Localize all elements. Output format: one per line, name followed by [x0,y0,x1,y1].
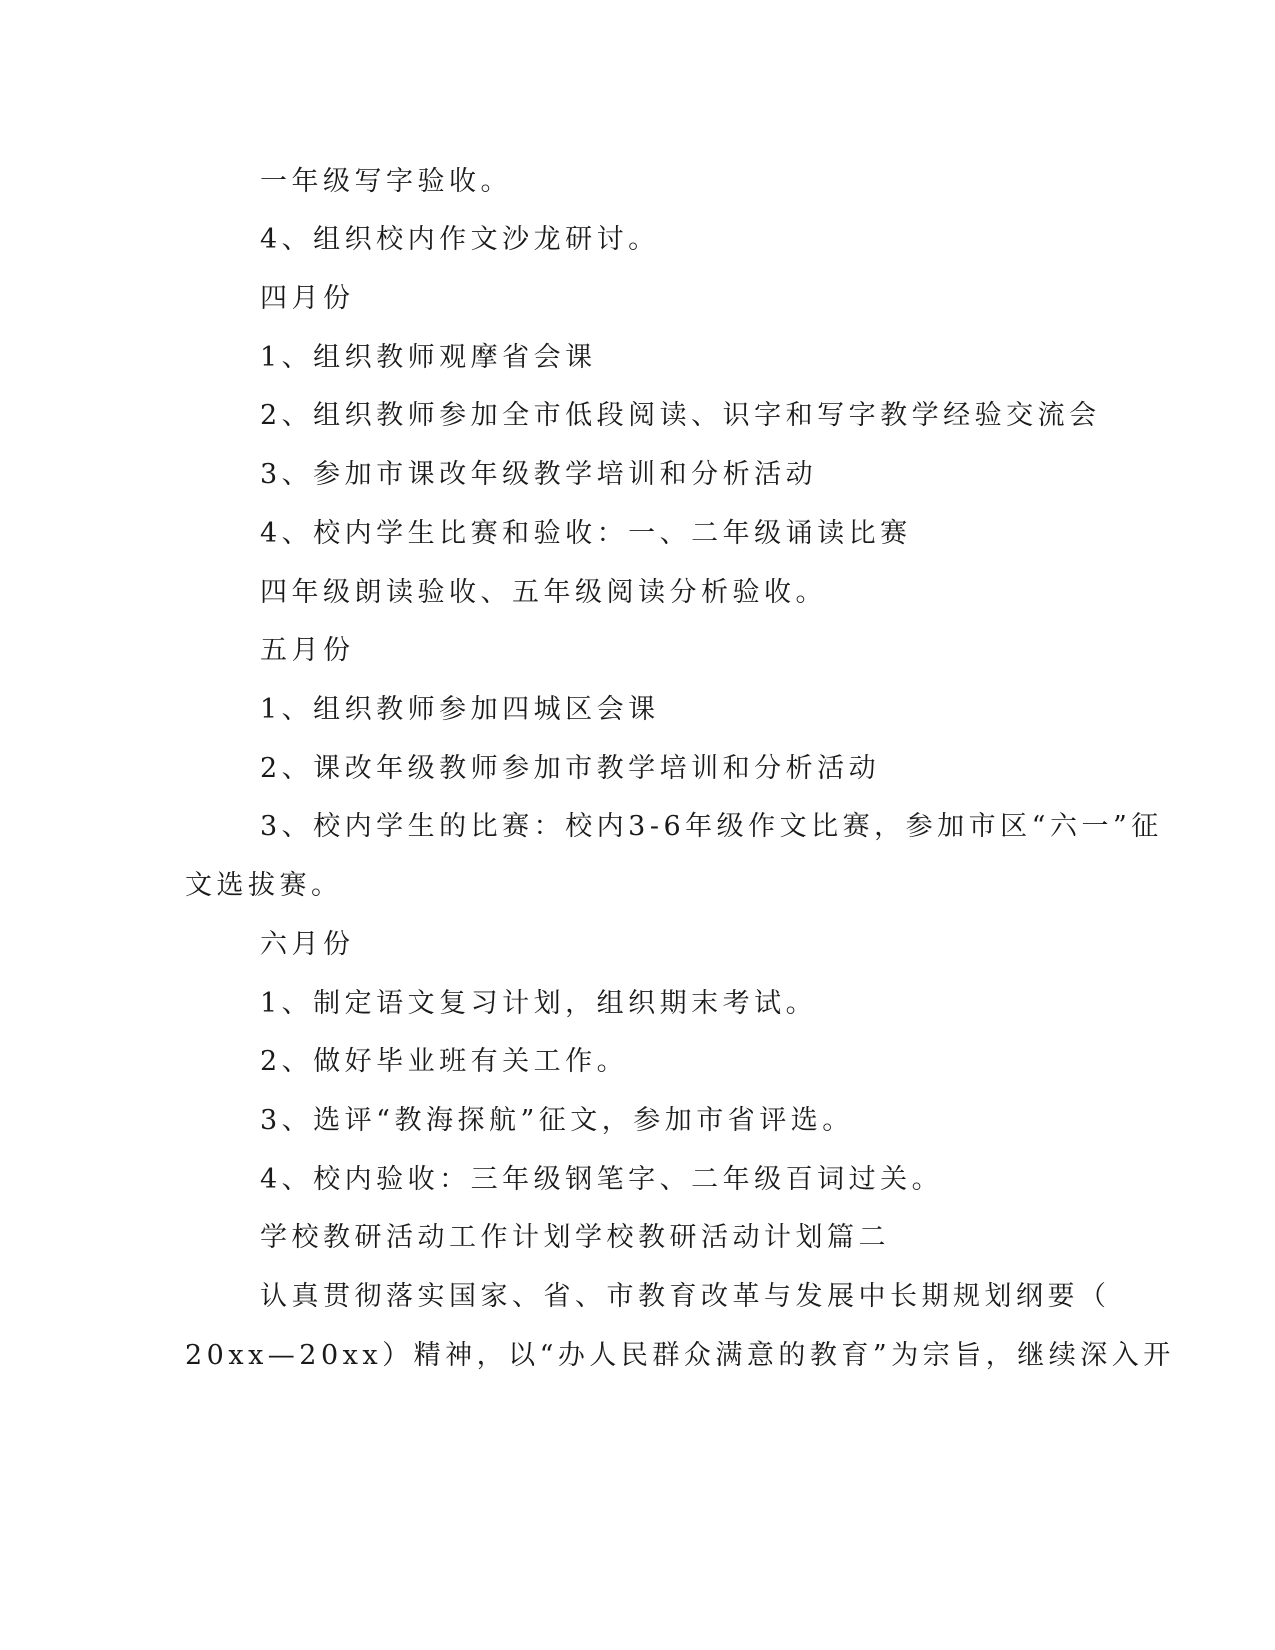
text-line: 认真贯彻落实国家、省、市教育改革与发展中长期规划纲要（ [260,1281,1111,1312]
text-line: 20xx—20xx）精神，以“办人民群众满意的教育”为宗旨，继续深入开 [185,1340,1175,1371]
text-line: 文选拔赛。 [185,870,343,901]
text-line: 3、校内学生的比赛：校内3-6年级作文比赛，参加市区“六一”征 [260,811,1163,842]
text-line: 4、校内学生比赛和验收：一、二年级诵读比赛 [260,518,912,549]
text-line: 2、课改年级教师参加市教学培训和分析活动 [260,753,881,784]
section-heading-may: 五月份 [260,635,355,666]
text-line: 1、制定语文复习计划，组织期末考试。 [260,988,818,1019]
text-line: 2、组织教师参加全市低段阅读、识字和写字教学经验交流会 [260,400,1101,431]
text-line: 3、参加市课改年级教学培训和分析活动 [260,459,818,490]
section-heading-june: 六月份 [260,929,355,960]
text-line: 1、组织教师参加四城区会课 [260,694,660,725]
text-line: 4、组织校内作文沙龙研讨。 [260,224,660,255]
text-line: 4、校内验收：三年级钢笔字、二年级百词过关。 [260,1164,944,1195]
text-line: 一年级写字验收。 [260,166,512,197]
text-line: 2、做好毕业班有关工作。 [260,1046,629,1077]
text-line: 3、选评“教海探航”征文，参加市省评选。 [260,1105,854,1136]
section-title: 学校教研活动工作计划学校教研活动计划篇二 [260,1222,890,1253]
text-line: 1、组织教师观摩省会课 [260,342,597,373]
section-heading-april: 四月份 [260,283,355,314]
text-line: 四年级朗读验收、五年级阅读分析验收。 [260,577,827,608]
